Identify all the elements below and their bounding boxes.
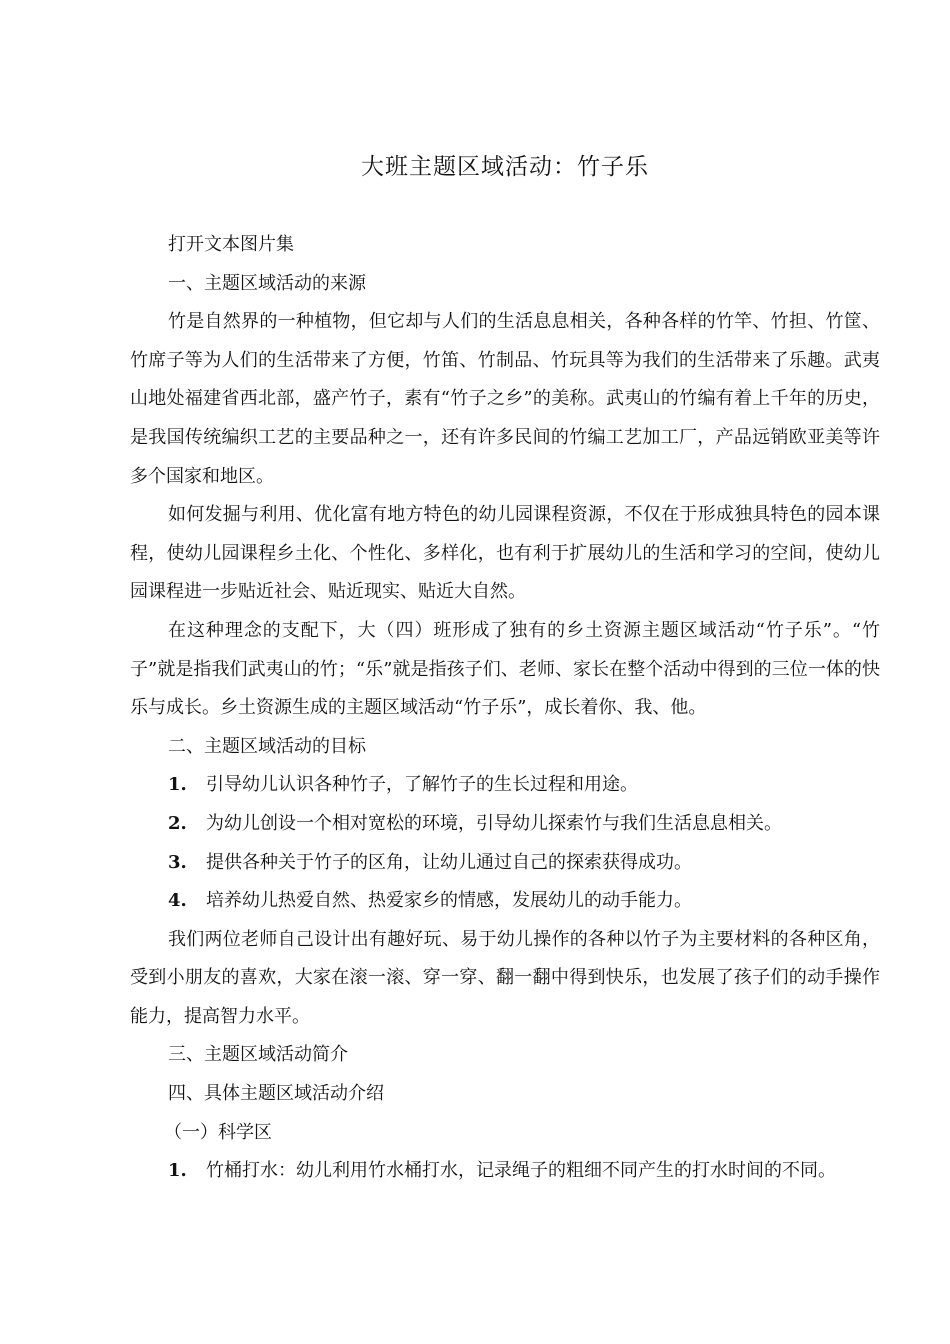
paragraph-3: 在这种理念的支配下，大（四）班形成了独有的乡土资源主题区域活动“竹子乐”。“竹子”就是指我们武夷山的竹；“乐”就是指孩子们、老师、家长在整个活动中得到的三位一体的快乐与成长。乡土资源生成的主题区域活动“竹子乐”，成长着你、我、他。: [130, 619, 880, 719]
goal-text: 提供各种关于竹子的区角，让幼儿通过自己的探索获得成功。: [206, 851, 692, 873]
section-heading-3: 三、主题区域活动简介: [168, 1044, 348, 1066]
goal-item: [130, 844, 880, 883]
paragraph-2: 如何发掘与利用、优化富有地方特色的幼儿园课程资源，不仅在于形成独具特色的园本课程，使幼儿园课程乡土化、个性化、多样化，也有利于扩展幼儿的生活和学习的空间，使幼儿园课程进一步贴近社会、贴近现实、贴近大自然。: [130, 504, 880, 603]
paragraph-1: 竹是自然界的一种植物，但它却与人们的生活息息相关，各种各样的竹竿、竹担、竹筐、竹席子等为人们的生活带来了方便，竹笛、竹制品、竹玩具等为我们的生活带来了乐趣。武夷山地处福建省西北部，盛产竹子，素有“竹子之乡”的美称。武夷山的竹编有着上千年的历史，是我国传统编织工艺的主要品种之一，还有许多民间的竹编工艺加工厂，产品远销欧亚美等许多个国家和地区。: [130, 311, 880, 487]
activity-text: 竹桶打水：幼儿利用竹水桶打水，记录绳子的粗细不同产生的打水时间的不同。: [206, 1160, 836, 1182]
goal-item: [130, 766, 880, 805]
document-title: 大班主题区域活动：竹子乐: [361, 154, 649, 180]
activity-number: 1.: [168, 1160, 187, 1182]
section-heading-4: 四、具体主题区域活动介绍: [168, 1083, 384, 1105]
section-heading-2: 二、主题区域活动的目标: [168, 735, 366, 757]
paragraph-4: 我们两位老师自己设计出有趣好玩、易于幼儿操作的各种以竹子为主要材料的各种区角，受到小朋友的喜欢，大家在滚一滚、穿一穿、翻一翻中得到快乐，也发展了孩子们的动手操作能力，提高智力水平。: [130, 928, 880, 1027]
activity-item: [130, 1152, 880, 1191]
section-heading-1: 一、主题区域活动的来源: [168, 272, 366, 294]
goal-text: 引导幼儿认识各种竹子，了解竹子的生长过程和用途。: [206, 774, 638, 796]
goal-number: 3.: [168, 851, 187, 873]
goal-text: 培养幼儿热爱自然、热爱家乡的情感，发展幼儿的动手能力。: [206, 890, 692, 912]
goal-number: 4.: [168, 890, 187, 912]
goal-text: 为幼儿创设一个相对宽松的环境，引导幼儿探索竹与我们生活息息相关。: [206, 812, 782, 834]
goal-number: 2.: [168, 812, 187, 834]
goal-item: [130, 882, 880, 921]
open-gallery-link[interactable]: 打开文本图片集: [168, 234, 294, 255]
subsection-heading: （一）科学区: [164, 1121, 272, 1143]
document-body: [130, 226, 880, 1191]
goal-item: [130, 805, 880, 844]
goal-number: 1.: [168, 774, 187, 796]
